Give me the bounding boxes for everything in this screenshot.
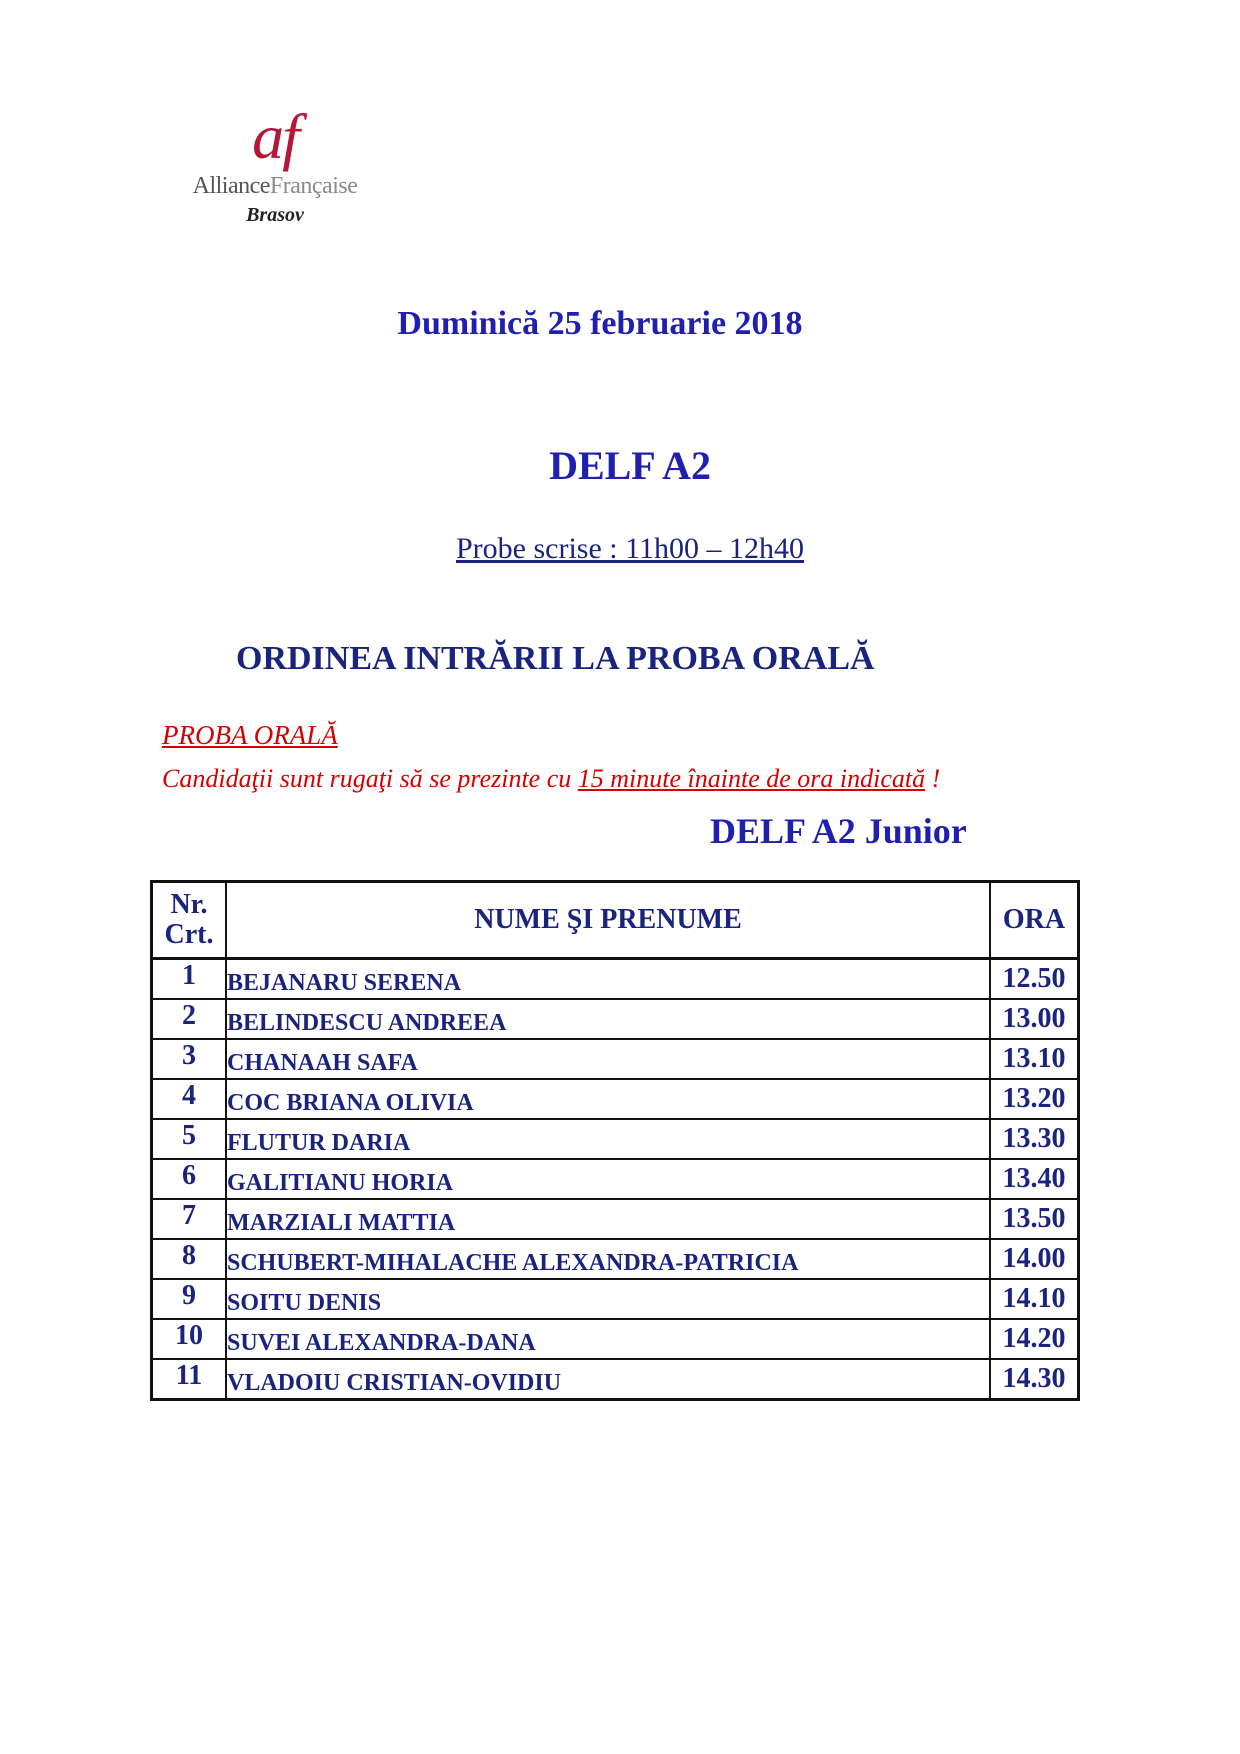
candidate-name: CHANAAH SAFA — [226, 1039, 990, 1079]
exam-date: Duminică 25 februarie 2018 — [397, 305, 803, 342]
oral-exam-label: PROBA ORALĂ — [162, 720, 338, 750]
af-logo-mark: af — [252, 101, 298, 172]
row-number: 2 — [152, 999, 227, 1039]
arrival-notice — [162, 764, 940, 794]
oral-time: 13.30 — [990, 1119, 1079, 1159]
candidate-name: SOITU DENIS — [226, 1279, 990, 1319]
table-row — [152, 1279, 1079, 1319]
header-nr — [152, 882, 227, 959]
table-header-row — [152, 882, 1079, 959]
written-tests-schedule: Probe scrise : 11h00 – 12h40 — [455, 532, 805, 565]
table-row — [152, 1039, 1079, 1079]
candidate-name: VLADOIU CRISTIAN-OVIDIU — [226, 1359, 990, 1400]
oral-time: 13.10 — [990, 1039, 1079, 1079]
oral-time: 13.40 — [990, 1159, 1079, 1199]
oral-time: 14.30 — [990, 1359, 1079, 1400]
row-number: 10 — [152, 1319, 227, 1359]
header-name: NUME ŞI PRENUME — [226, 882, 990, 959]
table-row — [152, 1359, 1079, 1400]
row-number: 3 — [152, 1039, 227, 1079]
table-row — [152, 1159, 1079, 1199]
oral-time: 12.50 — [990, 959, 1079, 1000]
logo-name-part1: Alliance — [192, 173, 270, 199]
exam-title: DELF A2 — [549, 443, 711, 488]
oral-time: 13.20 — [990, 1079, 1079, 1119]
row-number: 8 — [152, 1239, 227, 1279]
candidate-name: FLUTUR DARIA — [226, 1119, 990, 1159]
table-row — [152, 1079, 1079, 1119]
table-row — [152, 1239, 1079, 1279]
header-nr-line2: Crt. — [164, 919, 214, 950]
logo-name-part2: Française — [269, 173, 358, 199]
row-number: 11 — [152, 1359, 227, 1400]
notice-underlined-text: 15 minute înainte de ora indicată — [577, 764, 926, 793]
row-number: 7 — [152, 1199, 227, 1239]
candidate-name: BELINDESCU ANDREEA — [226, 999, 990, 1039]
candidate-name: MARZIALI MATTIA — [226, 1199, 990, 1239]
logo-organization-name — [180, 173, 370, 200]
oral-time: 14.00 — [990, 1239, 1079, 1279]
table-body — [152, 959, 1079, 1400]
row-number: 4 — [152, 1079, 227, 1119]
logo-city: Brasov — [246, 204, 304, 226]
candidate-name: SCHUBERT-MIHALACHE ALEXANDRA-PATRICIA — [226, 1239, 990, 1279]
row-number: 1 — [152, 959, 227, 1000]
oral-time: 13.00 — [990, 999, 1079, 1039]
oral-time: 14.20 — [990, 1319, 1079, 1359]
row-number: 5 — [152, 1119, 227, 1159]
candidate-name: SUVEI ALEXANDRA-DANA — [226, 1319, 990, 1359]
notice-end: ! — [925, 764, 941, 793]
alliance-francaise-logo — [180, 101, 370, 227]
oral-time: 14.10 — [990, 1279, 1079, 1319]
table-row — [152, 1319, 1079, 1359]
table-row — [152, 999, 1079, 1039]
notice-text: Candidaţii sunt rugaţi să se prezinte cu — [162, 764, 578, 793]
exam-level-subtitle: DELF A2 Junior — [710, 811, 967, 851]
header-ora: ORA — [990, 882, 1079, 959]
candidate-name: COC BRIANA OLIVIA — [226, 1079, 990, 1119]
table-row — [152, 959, 1079, 1000]
table-row — [152, 1119, 1079, 1159]
header-nr-line1: Nr. — [170, 889, 208, 920]
oral-time: 13.50 — [990, 1199, 1079, 1239]
candidates-table — [150, 880, 1080, 1401]
oral-order-title: ORDINEA INTRĂRII LA PROBA ORALĂ — [236, 640, 875, 677]
candidate-name: BEJANARU SERENA — [226, 959, 990, 1000]
row-number: 6 — [152, 1159, 227, 1199]
row-number: 9 — [152, 1279, 227, 1319]
table-row — [152, 1199, 1079, 1239]
candidate-name: GALITIANU HORIA — [226, 1159, 990, 1199]
